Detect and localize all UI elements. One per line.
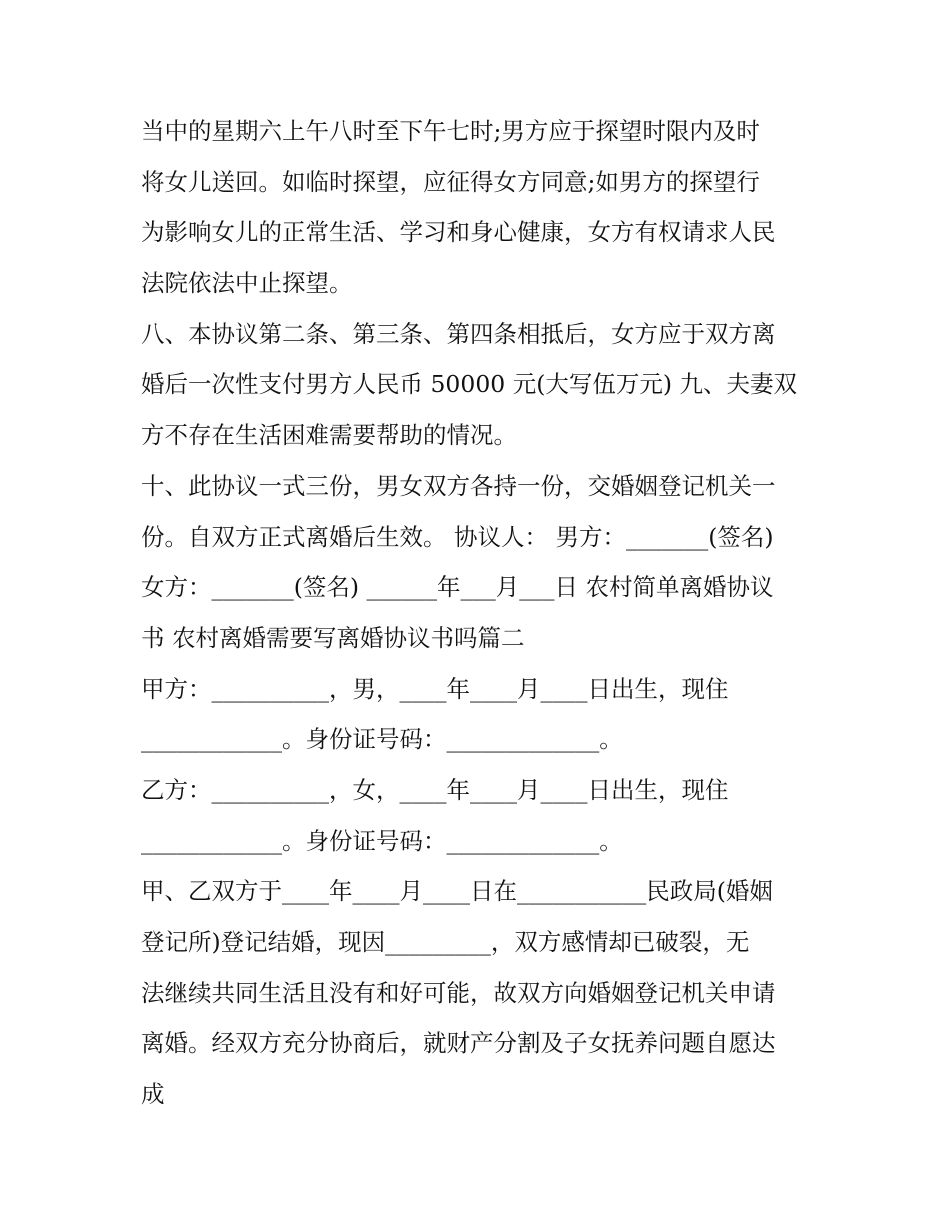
text-line: 乙方：__________，女，____年____月____日出生，现住 [141, 775, 729, 804]
text-line: 方不存在生活困难需要帮助的情况。 [141, 421, 517, 450]
text-line: 登记所)登记结婚，现因_________，双方感情却已破裂，无 [141, 928, 750, 956]
text-line: 份。自双方正式离婚后生效。 协议人： 男方：_______(签名) [141, 522, 774, 551]
text-line: 离婚。经双方充分协商后，就财产分割及子女抚养问题自愿达 [141, 1029, 776, 1058]
text-line: 法继续共同生活且没有和好可能，故双方向婚姻登记机关申请 [141, 978, 776, 1007]
document-body [141, 106, 816, 1120]
text-line: ____________。身份证号码：_____________。 [141, 725, 623, 754]
text-line: 当中的星期六上午八时至下午七时;男方应于探望时限内及时 [141, 117, 760, 145]
text-line: 成 [141, 1080, 165, 1109]
text-line: 十、此协议一式三份，男女双方各持一份，交婚姻登记机关一 [141, 471, 776, 500]
text-line: 为影响女儿的正常生活、学习和身心健康，女方有权请求人民 [141, 218, 776, 247]
text-line: ____________。身份证号码：_____________。 [141, 826, 623, 855]
text-line: 将女儿送回。如临时探望，应征得女方同意;如男方的探望行 [141, 167, 760, 196]
text-line: 甲、乙双方于____年____月____日在___________民政局(婚姻 [141, 877, 773, 906]
text-line: 婚后一次性支付男方人民币 50000 元(大写伍万元) 九、夫妻双 [141, 370, 798, 399]
text-line: 女方：_______(签名) ______年___月___日 农村简单离婚协议 [141, 573, 774, 602]
text-line: 八、本协议第二条、第三条、第四条相抵后，女方应于双方离 [141, 319, 776, 348]
text-line: 甲方：__________，男，____年____月____日出生，现住 [141, 674, 729, 703]
text-line: 书 农村离婚需要写离婚协议书吗篇二 [141, 623, 525, 652]
text-line: 法院依法中止探望。 [141, 269, 353, 298]
